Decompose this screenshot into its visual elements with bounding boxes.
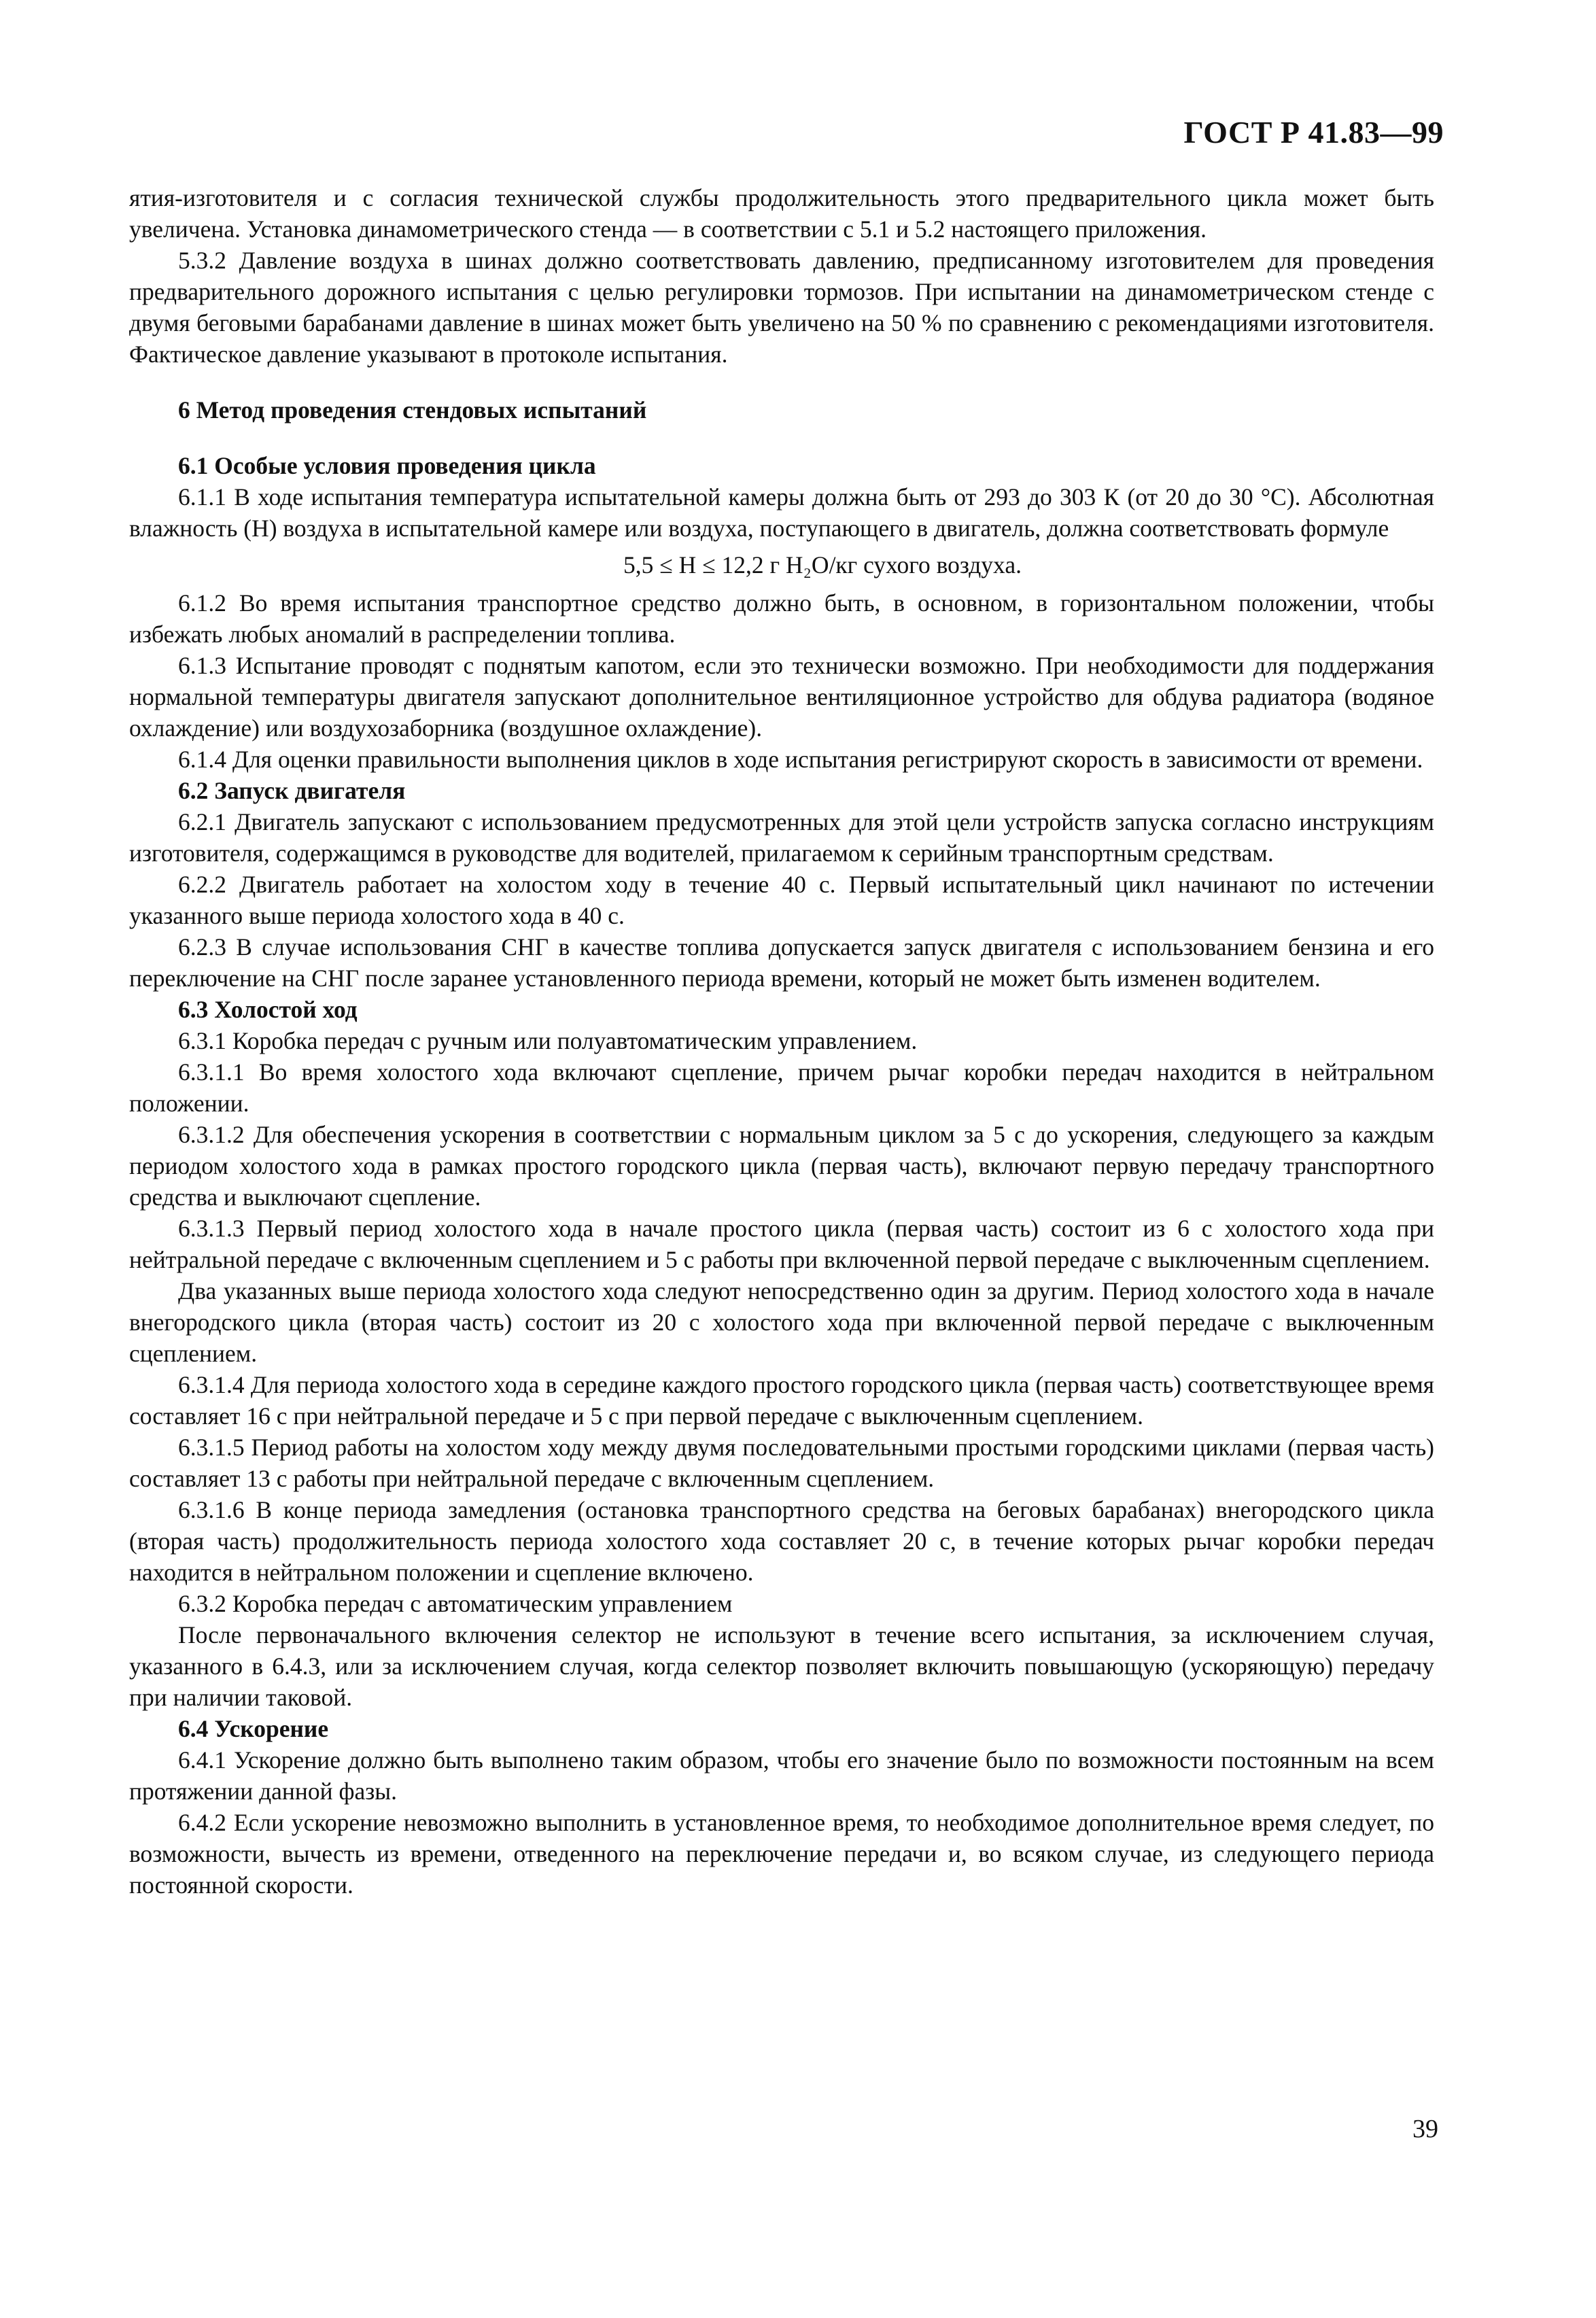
page-number: 39 bbox=[1412, 2115, 1438, 2143]
section-heading: 6.3 Холостой ход bbox=[178, 996, 358, 1023]
paragraph: 6.1.1 В ходе испытания температура испытательной камеры должна быть от 293 до 303 К (от 20 до 30 °С). Абсолютная влажность (H) воздуха в испытательной камере или воздуха, поступающего в двигатель, должна соответствовать формуле bbox=[129, 483, 1434, 542]
paragraph: 6.1.3 Испытание проводят с поднятым капотом, если это технически возможно. При необходимости для поддержания нормальной температуры двигателя запускают дополнительное вентиляционное устройство для обдува радиатора (водяное охлаждение) или воздухозаборника (воздушное охлаждение). bbox=[129, 652, 1434, 742]
paragraph: 6.1.2 Во время испытания транспортное средство должно быть, в основном, в горизонтальном положении, чтобы избежать любых аномалий в распределении топлива. bbox=[129, 589, 1434, 648]
paragraph: 6.3.1.5 Период работы на холостом ходу между двумя последовательными простыми городскими циклами (первая часть) составляет 13 с работы при нейтральной передаче с включенным сцеплением. bbox=[129, 1434, 1434, 1492]
section-heading: 6.4 Ускорение bbox=[178, 1715, 329, 1742]
paragraph: 6.3.2 Коробка передач с автоматическим управлением bbox=[178, 1590, 733, 1617]
paragraph: После первоначального включения селектор не используют в течение всего испытания, за исключением случая, указанного в 6.4.3, или за исключением случая, когда селектор позволяет включить повышающую (ускоряющую) передачу при наличии таковой. bbox=[129, 1621, 1434, 1711]
paragraph: 6.3.1.1 Во время холостого хода включают сцепление, причем рычаг коробки передач находится в нейтральном положении. bbox=[129, 1058, 1434, 1117]
paragraph: 6.3.1 Коробка передач с ручным или полуавтоматическим управлением. bbox=[178, 1027, 918, 1054]
section-heading: 6.2 Запуск двигателя bbox=[178, 777, 406, 804]
paragraph: 6.3.1.4 Для периода холостого хода в середине каждого простого городского цикла (первая часть) соответствующее время составляет 16 с при нейтральной передаче и 5 с при первой передаче с выключенным сцеплением. bbox=[129, 1371, 1434, 1430]
section-heading: 6 Метод проведения стендовых испытаний bbox=[178, 396, 647, 423]
paragraph: 6.3.1.3 Первый период холостого хода в начале простого цикла (первая часть) состоит из 6 с холостого хода при нейтральной передаче с включенным сцеплением и 5 с работы при включенной первой передаче с выключенным сцеплением. bbox=[129, 1215, 1434, 1273]
paragraph: Два указанных выше периода холостого хода следуют непосредственно один за другим. Период холостого хода в начале внегородского цикла (вторая часть) состоит из 20 с холостого хода при включенной первой передаче с выключенным сцеплением. bbox=[129, 1277, 1434, 1367]
paragraph: 6.4.2 Если ускорение невозможно выполнить в установленное время, то необходимое дополнительное время следует, по возможности, вычесть из времени, отведенного на переключение передачи и, во всяком случае, из следующего периода постоянной скорости. bbox=[129, 1809, 1434, 1899]
section-heading: 6.1 Особые условия проведения цикла bbox=[178, 452, 596, 479]
paragraph: ятия-изготовителя и с согласия технической службы продолжительность этого предварительного цикла может быть увеличена. Установка динамометрического стенда — в соответствии с 5.1 и 5.2 настоящего приложения. bbox=[129, 184, 1434, 243]
paragraph: 6.3.1.6 В конце периода замедления (остановка транспортного средства на беговых барабанах) внегородского цикла (вторая часть) продолжительность периода холостого хода составляет 20 с, в течение которых рычаг коробки передач находится в нейтральном положении и сцепление включено. bbox=[129, 1496, 1434, 1586]
paragraph: 6.3.1.2 Для обеспечения ускорения в соответствии с нормальным циклом за 5 с до ускорения, следующего за каждым периодом холостого хода в рамках простого городского цикла (первая часть), включают первую передачу транспортного средства и выключают сцепление. bbox=[129, 1121, 1434, 1211]
formula: 5,5 ≤ H ≤ 12,2 г H₂O/кг сухого воздуха. bbox=[623, 551, 1022, 578]
paragraph: 6.1.4 Для оценки правильности выполнения циклов в ходе испытания регистрируют скорость в зависимости от времени. bbox=[178, 746, 1423, 773]
document-id: ГОСТ Р 41.83—99 bbox=[1183, 115, 1444, 150]
paragraph: 5.3.2 Давление воздуха в шинах должно соответствовать давлению, предписанному изготовителем для проведения предварительного дорожного испытания с целью регулировки тормозов. При испытании на динамометрическом стенде с двумя беговыми барабанами давление в шинах может быть увеличено на 50 % по сравнению с рекомендациями изготовителя. Фактическое давление указывают в протоколе испытания. bbox=[129, 247, 1434, 368]
paragraph: 6.4.1 Ускорение должно быть выполнено таким образом, чтобы его значение было по возможности постоянным на всем протяжении данной фазы. bbox=[129, 1746, 1434, 1805]
paragraph: 6.2.2 Двигатель работает на холостом ходу в течение 40 с. Первый испытательный цикл начинают по истечении указанного выше периода холостого хода в 40 с. bbox=[129, 871, 1434, 929]
paragraph: 6.2.1 Двигатель запускают с использованием предусмотренных для этой цели устройств запуска согласно инструкциям изготовителя, содержащимся в руководстве для водителей, прилагаемом к серийным транспортным средствам. bbox=[129, 808, 1434, 867]
paragraph: 6.2.3 В случае использования СНГ в качестве топлива допускается запуск двигателя с использованием бензина и его переключение на СНГ после заранее установленного периода времени, который не может быть изменен водителем. bbox=[129, 933, 1434, 992]
document-body bbox=[129, 182, 1434, 1901]
